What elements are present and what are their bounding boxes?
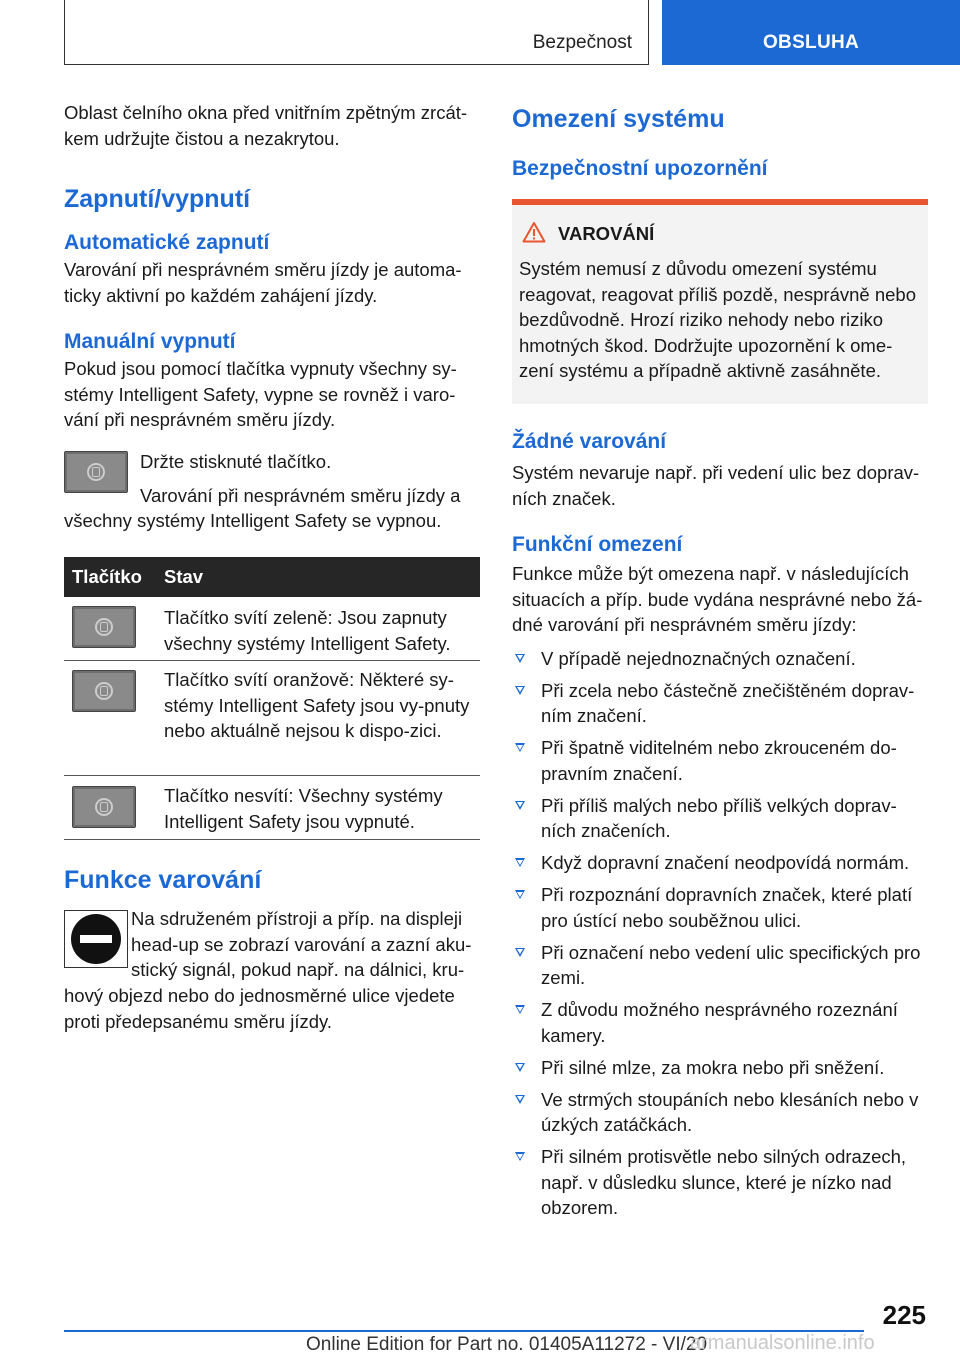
button-green-icon xyxy=(72,606,136,648)
list-item: Při silné mlze, za mokra nebo při sněžení. xyxy=(512,1055,928,1081)
paragraph-warning-fn-1: Na sdruženém přístroji a příp. na displeji xyxy=(131,908,463,929)
heading-safety-notes: Bezpečnostní upozornění xyxy=(512,157,768,180)
left-column xyxy=(64,100,480,1034)
bullet-triangle-icon xyxy=(515,743,525,752)
heading-on-off: Zapnutí/vypnutí xyxy=(64,185,251,213)
bullet-triangle-icon xyxy=(515,686,525,695)
paragraph-auto-on: Varování při nesprávném směru jízdy je automa-ticky aktivní po každém zahájení jízdy. xyxy=(64,259,462,306)
list-item: Ve strmých stoupáních nebo klesáních nebo v úzkých zatáčkách. xyxy=(512,1087,928,1138)
list-item: Při označení nebo vedení ulic specifických pro zemi. xyxy=(512,940,928,991)
button-off-icon xyxy=(72,786,136,828)
table-header-button: Tlačítko xyxy=(72,566,142,587)
edition-note: Online Edition for Part no. 01405A11272 - VI/20 xyxy=(306,1334,708,1355)
watermark: armanualsonline.info xyxy=(690,1332,875,1354)
table-cell-state: Tlačítko svítí oranžově: Některé sy-stémy Intelligent Safety jsou vy-pnuty nebo aktuálně nejsou k dispo-zici. xyxy=(164,669,470,741)
bullet-triangle-icon xyxy=(515,1005,525,1014)
bullet-triangle-icon xyxy=(515,654,525,663)
list-item: Když dopravní značení neodpovídá normám. xyxy=(512,850,928,876)
table-row xyxy=(64,776,480,840)
paragraph-warning-fn-3: stický signál, pokud např. na dálnici, kru- xyxy=(131,959,465,980)
header-tab-obsluha[interactable] xyxy=(662,0,960,65)
bullet-triangle-icon xyxy=(515,948,525,957)
list-item: Při rozpoznání dopravních značek, které platí pro ústící nebo souběžnou ulici. xyxy=(512,882,928,933)
table-row xyxy=(64,597,480,661)
paragraph-result-1: Varování při nesprávném směru jízdy a xyxy=(140,484,461,506)
right-column xyxy=(512,100,928,1227)
header-tab-label: OBSLUHA xyxy=(762,32,860,53)
hold-button-row xyxy=(64,449,480,506)
intelligent-safety-button-icon xyxy=(64,451,128,493)
paragraph-function-limits: Funkce může být omezena např. v následujících situacích a příp. bude vydána nesprávné nebo žá-dné varování při nesprávném směru jízdy: xyxy=(512,563,923,635)
button-orange-icon xyxy=(72,670,136,712)
paragraph-warning-fn-4: hový objezd nebo do jednosměrné ulice vjedete proti předepsanému směru jízdy. xyxy=(64,985,455,1032)
warning-function-row xyxy=(64,906,480,983)
table-header-state: Stav xyxy=(164,566,204,587)
paragraph-manual-off: Pokud jsou pomocí tlačítka vypnuty všechny sy-stémy Intelligent Safety, vypne se rovněž i varo-vání při nesprávném směru jízdy. xyxy=(64,358,457,430)
heading-no-warning: Žádné varování xyxy=(512,430,667,453)
table-cell-state: Tlačítko nesvítí: Všechny systémy Intelligent Safety jsou vypnuté. xyxy=(164,785,443,832)
list-item: Při příliš malých nebo příliš velkých doprav-ních značeních. xyxy=(512,793,928,844)
bullet-triangle-icon xyxy=(515,1152,525,1161)
list-item: Při zcela nebo částečně znečištěném doprav-ním značení. xyxy=(512,678,928,729)
paragraph-result-2: všechny systémy Intelligent Safety se vypnou. xyxy=(64,509,442,531)
heading-manual-off: Manuální vypnutí xyxy=(64,330,236,353)
list-item: Při silném protisvětle nebo silných odrazech, např. v důsledku slunce, které je nízko nad obzorem. xyxy=(512,1144,928,1221)
paragraph-hold: Držte stisknuté tlačítko. xyxy=(140,450,332,472)
warning-title: VAROVÁNÍ xyxy=(558,223,655,244)
warning-triangle-icon xyxy=(522,221,546,243)
warning-text: Systém nemusí z důvodu omezení systému reagovat, reagovat příliš pozdě, nesprávně nebo bezdůvodně. Hrozí riziko nehody nebo riziko hmotných škod. Dodržujte upozornění k ome-zení systému a případně aktivně zasáhněte. xyxy=(519,258,916,381)
warning-box xyxy=(512,199,928,404)
no-entry-sign-icon xyxy=(64,910,128,968)
list-item: Při špatně viditelném nebo zkrouceném do-pravním značení. xyxy=(512,735,928,786)
table-row xyxy=(64,661,480,776)
list-item: Z důvodu možného nesprávného rozeznání kamery. xyxy=(512,997,928,1048)
paragraph-warning-fn-2: head-up se zobrazí varování a zazní aku- xyxy=(131,933,472,955)
bullet-triangle-icon xyxy=(515,1095,525,1104)
warning-bar xyxy=(512,199,928,205)
heading-function-limits: Funkční omezení xyxy=(512,533,683,556)
bullet-triangle-icon xyxy=(515,890,525,899)
list-item: V případě nejednoznačných označení. xyxy=(512,646,928,672)
limits-list xyxy=(512,646,928,1221)
header-section-box xyxy=(64,0,649,65)
page-number: 225 xyxy=(882,1300,926,1330)
heading-system-limits: Omezení systému xyxy=(512,105,725,133)
bullet-triangle-icon xyxy=(515,1063,525,1072)
bullet-triangle-icon xyxy=(515,801,525,810)
button-status-table xyxy=(64,557,480,840)
table-header xyxy=(64,557,480,597)
bullet-triangle-icon xyxy=(515,858,525,867)
table-cell-state: Tlačítko svítí zeleně: Jsou zapnuty všechny systémy Intelligent Safety. xyxy=(164,607,451,654)
paragraph-no-warning: Systém nevaruje např. při vedení ulic bez doprav-ních značek. xyxy=(512,462,920,509)
heading-warning-function: Funkce varování xyxy=(64,866,262,894)
heading-auto-on: Automatické zapnutí xyxy=(64,231,270,254)
intro-paragraph: Oblast čelního okna před vnitřním zpětným zrcát-kem udržujte čistou a nezakrytou. xyxy=(64,102,468,149)
header-section-title: Bezpečnost xyxy=(532,32,632,53)
